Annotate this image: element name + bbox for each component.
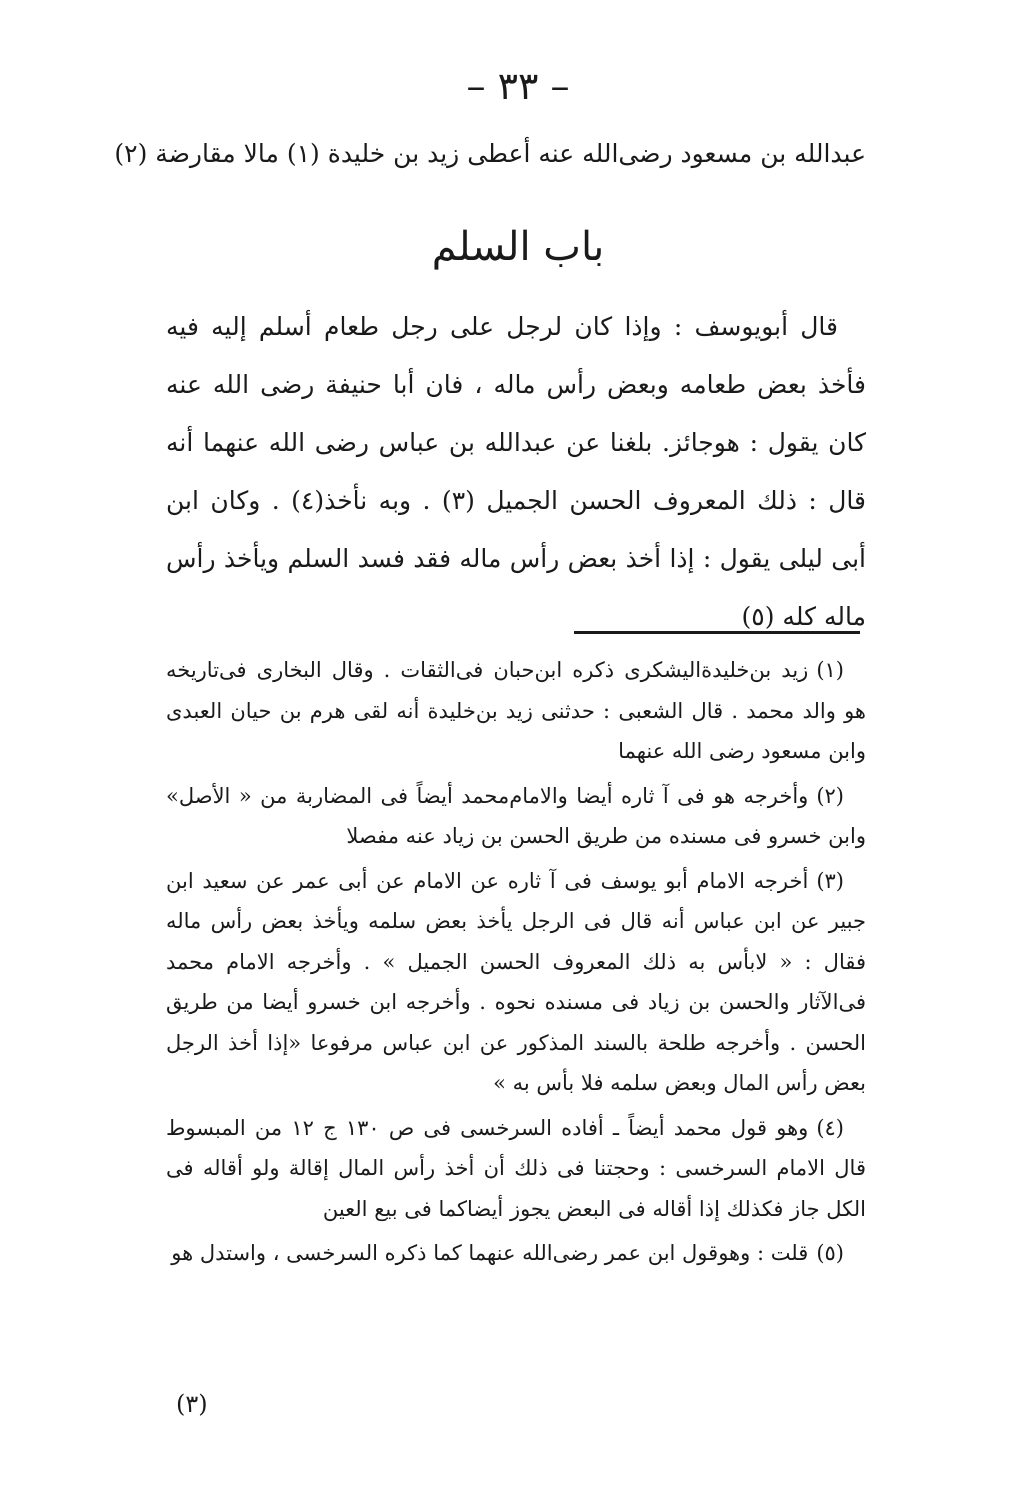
chapter-title: باب السلم <box>431 224 605 270</box>
footnote-1 <box>166 650 866 772</box>
signature-mark: (٣) <box>176 1390 208 1418</box>
footnote-text: قلت : وهوقول ابن عمر رضى‌الله عنهما كما ذكره السرخسى ، واستدل هو <box>171 1241 809 1265</box>
main-paragraph <box>166 298 866 646</box>
footnote-text: وهو قول محمد أيضاً ـ أفاده السرخسى فى ص ١٣٠ ج ١٢ من المبسوط قال الامام السرخسى : وحجتنا فى ذلك أن أخذ رأس المال إقالة ولو أقاله فى الكل جاز فكذلك إذا أقاله فى البعض يجوز أيضاكما فى بيع العين <box>166 1115 866 1221</box>
intro-line: عبدالله بن مسعود رضى‌الله عنه أعطى زيد بن خليدة (١) مالا مقارضة (٢) <box>114 139 866 168</box>
footnote-text: أخرجه الامام أبو يوسف فى آ ثاره عن الامام عن أبى عمر عن سعيد ابن جبير عن ابن عباس أنه قال فى الرجل يأخذ بعض سلمه ويأخذ بعض رأس ماله فقال : « لابأس به ذلك المعروف الحسن الجميل » . وأخرجه الامام محمد فى‌الآثار والحسن بن زياد فى مسنده نحوه . وأخرجه ابن خسرو أيضا من طريق الحسن . وأخرجه طلحة بالسند المذكور عن ابن عباس مرفوعا «إذا أخذ الرجل بعض رأس المال وبعض سلمه فلا بأس به » <box>166 868 866 1095</box>
footnote-number: (٤) <box>816 1115 844 1140</box>
main-paragraph-text: قال أبويوسف : وإذا كان لرجل على رجل طعام أسلم إليه فيه فأخذ بعض طعامه وبعض رأس ماله ، فان أبا حنيفة رضى الله عنه كان يقول : هوجائز. بلغنا عن عبدالله بن عباس رضى الله عنهما أنه قال : ذلك المعروف الحسن الجميل (٣) . وبه نأخذ(٤) . وكان ابن أبى ليلى يقول : إذا أخذ بعض رأس ماله فقد فسد السلم ويأخذ رأس ماله كله (٥) <box>166 312 867 631</box>
footnote-4 <box>166 1108 866 1230</box>
page-number: – ٣٣ – <box>466 64 570 108</box>
footnote-text: زيد بن‌خليدة‌اليشكرى ذكره ابن‌حبان فى‌الثقات . وقال البخارى فى‌تاريخه هو والد محمد . قال الشعبى : حدثنى زيد بن‌خليدة أنه لقى هرم بن حيان العبدى وابن مسعود رضى الله عنهما <box>166 658 866 763</box>
footnote-divider <box>574 631 860 634</box>
footnotes-section <box>166 650 866 1278</box>
footnote-number: (١) <box>816 658 844 682</box>
footnote-number: (٢) <box>816 783 844 808</box>
footnote-number: (٣) <box>816 868 844 893</box>
footnote-3 <box>166 861 866 1104</box>
footnote-number: (٥) <box>816 1241 844 1265</box>
footnote-text: وأخرجه هو فى آ ثاره أيضا والامام‌محمد أيضاً فى المضاربة من « الأصل» وابن خسرو فى مسنده من طريق الحسن بن زياد عنه مفصلا <box>166 783 866 848</box>
footnote-2 <box>166 776 866 857</box>
footnote-5 <box>166 1233 866 1274</box>
